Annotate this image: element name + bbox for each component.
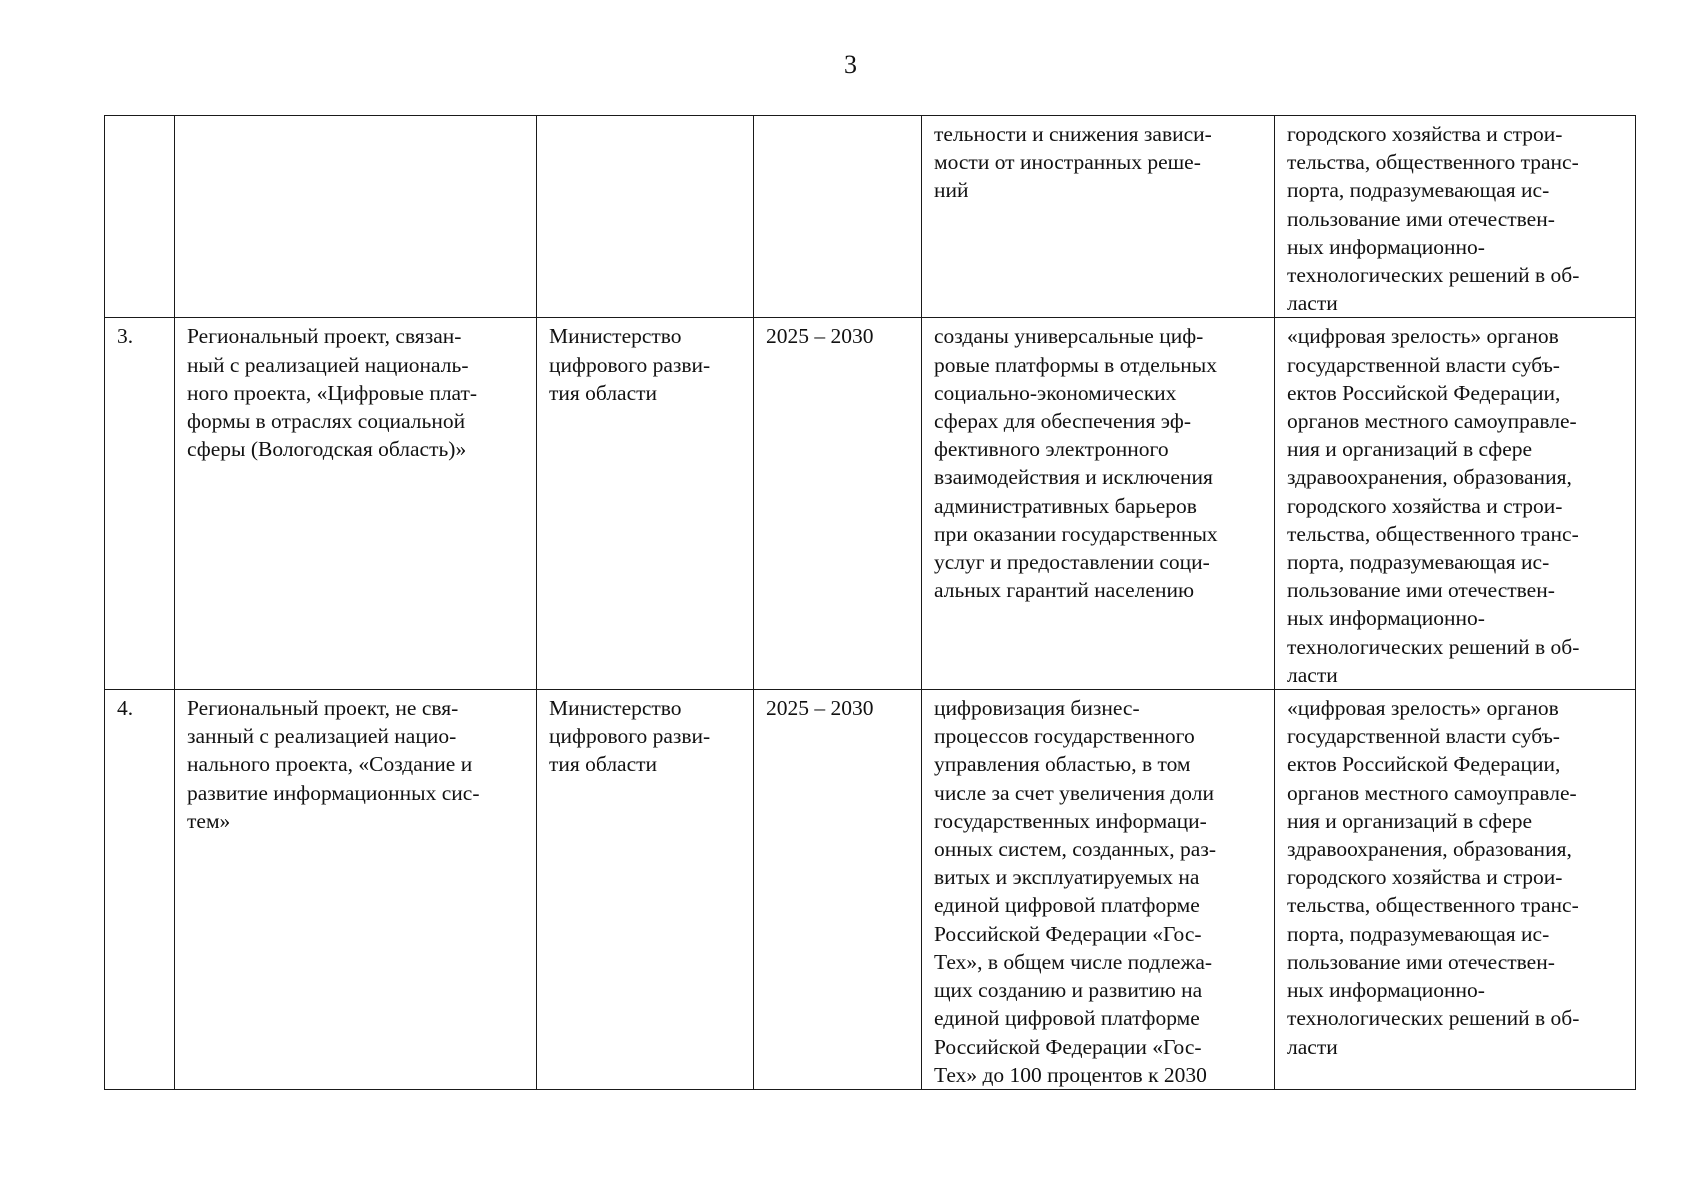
effects-cell: «цифровая зрелость» органов государственной власти субъ- ектов Российской Федерации, органов местного самоуправле- ния и организаций в сфере здравоохранения, образования, городского хозяйства и строи- тельства, общественного транс- порта, подразумевающая ис- пользование ими отечествен- ных информационно- технологических решений в об- ласти [1275,318,1636,690]
project-name-cell: Региональный проект, не свя- занный с реализацией нацио- нального проекта, «Создание и развитие информационных сис- тем» [175,690,537,1090]
period-cell [754,116,922,318]
effects-cell: городского хозяйства и строи- тельства, общественного транс- порта, подразумевающая ис- пользование ими отечествен- ных информационно- технологических решений в об- ласти [1275,116,1636,318]
period-cell: 2025 – 2030 [754,318,922,690]
responsible-cell: Министерство цифрового разви- тия области [537,318,754,690]
table-row [105,690,1636,1090]
project-name-cell: Региональный проект, связан- ный с реализацией националь- ного проекта, «Цифровые плат- формы в отраслях социальной сферы (Вологодская область)» [175,318,537,690]
responsible-cell: Министерство цифрового разви- тия области [537,690,754,1090]
tasks-cell: тельности и снижения зависи- мости от иностранных реше- ний [922,116,1275,318]
tasks-cell: созданы универсальные циф- ровые платформы в отдельных социально-экономических сферах для обеспечения эф- фективного электронного взаимодействия и исключения административных барьеров при оказании государственных услуг и предоставлении соци- альных гарантий населению [922,318,1275,690]
effects-cell: «цифровая зрелость» органов государственной власти субъ- ектов Российской Федерации, органов местного самоуправле- ния и организаций в сфере здравоохранения, образования, городского хозяйства и строи- тельства, общественного транс- порта, подразумевающая ис- пользование ими отечествен- ных информационно- технологических решений в об- ласти [1275,690,1636,1090]
row-number-cell [105,116,175,318]
row-number-cell: 4. [105,690,175,1090]
table-row [105,116,1636,318]
table-row [105,318,1636,690]
tasks-cell: цифровизация бизнес- процессов государственного управления областью, в том числе за счет увеличения доли государственных информаци- онных систем, созданных, раз- витых и эксплуатируемых на единой цифровой платформе Российской Федерации «Гос- Тех», в общем числе подлежа- щих созданию и развитию на единой цифровой платформе Российской Федерации «Гос- Тех» до 100 процентов к 2030 [922,690,1275,1090]
period-cell: 2025 – 2030 [754,690,922,1090]
responsible-cell [537,116,754,318]
page-number: 3 [844,50,857,79]
row-number-cell: 3. [105,318,175,690]
project-name-cell [175,116,537,318]
projects-table [104,115,1636,1090]
